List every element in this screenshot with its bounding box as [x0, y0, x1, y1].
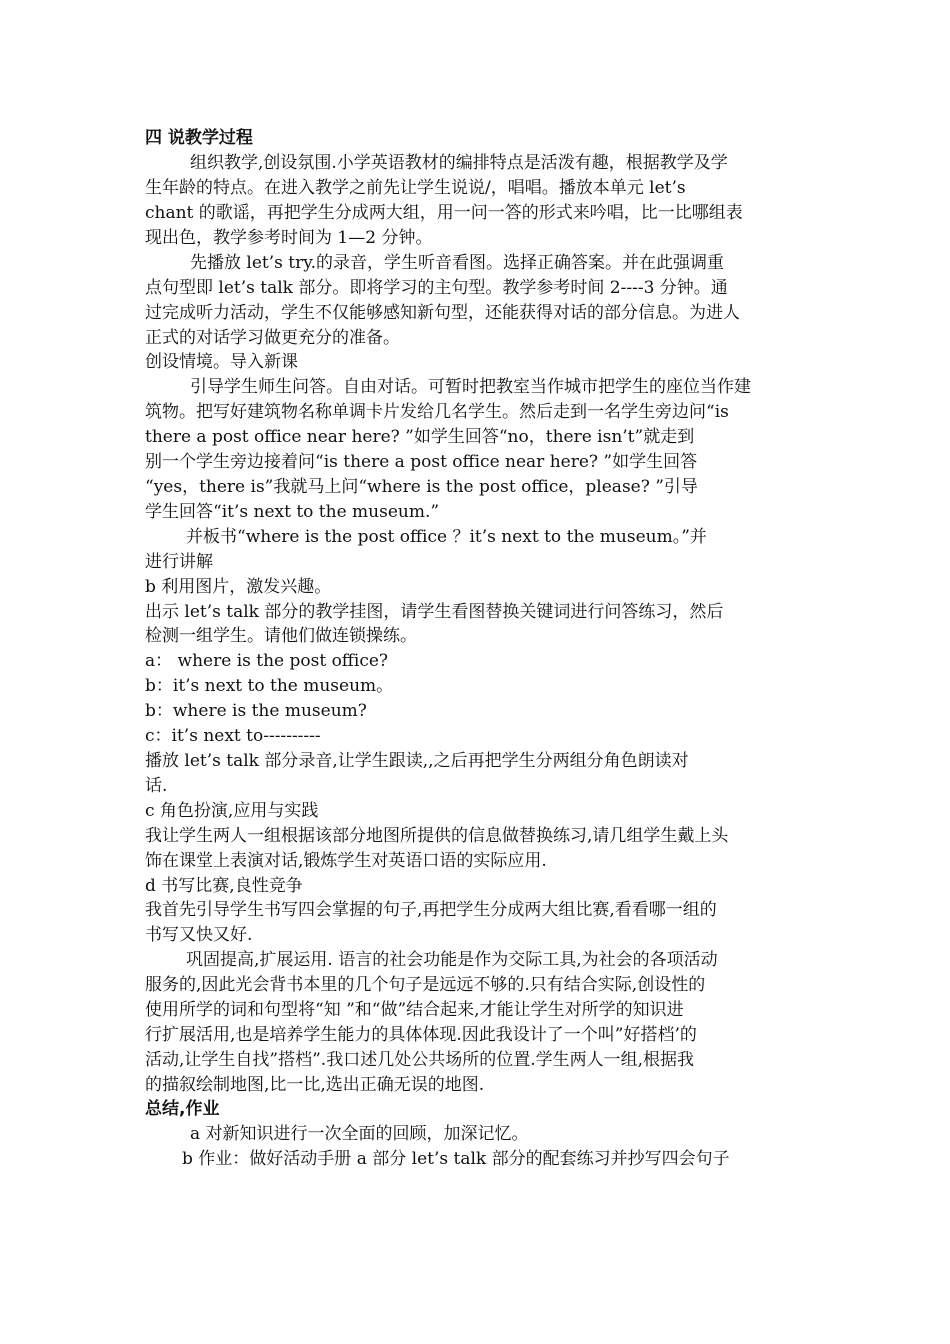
paragraph-line: 生年龄的特点。在进入教学之前先让学生说说/，唱唱。播放本单元 let’s	[145, 178, 686, 198]
subheading-line: c 角色扮演,应用与实践	[145, 801, 319, 821]
paragraph-line: 的描叙绘制地图,比一比,选出正确无误的地图.	[145, 1075, 485, 1095]
paragraph-line: 使用所学的词和句型将“知 ”和“做”结合起来,才能让学生对所学的知识进	[145, 1000, 684, 1020]
paragraph-line: 活动,让学生自找”搭档”.我口述几处公共场所的位置.学生两人一组,根据我	[145, 1050, 694, 1070]
paragraph-line: 饰在课堂上表演对话,锻炼学生对英语口语的实际应用.	[145, 851, 547, 871]
paragraph-line: 先播放 let’s try.的录音，学生听音看图。选择正确答案。并在此强调重	[190, 253, 724, 273]
paragraph-line: 巩固提高,扩展运用. 语言的社会功能是作为交际工具,为社会的各项活动	[186, 950, 718, 970]
paragraph-line: 点句型即 let’s talk 部分。即将学习的主句型。教学参考时间 2----3 分钟。通	[145, 278, 728, 298]
dialogue-line: c：it’s next to----------	[145, 726, 321, 746]
paragraph-line: 并板书“where is the post office ？it’s next to the museum。”并	[186, 527, 707, 547]
paragraph-line: 进行讲解	[145, 552, 213, 572]
paragraph-line: 别一个学生旁边接着问“is there a post office near here? ”如学生回答	[145, 452, 698, 472]
dialogue-line: b：it’s next to the museum。	[145, 676, 394, 696]
paragraph-line: 我让学生两人一组根据该部分地图所提供的信息做替换练习,请几组学生戴上头	[145, 826, 729, 846]
paragraph-line: chant 的歌谣，再把学生分成两大组，用一问一答的形式来吟唱，比一比哪组表	[145, 203, 743, 223]
paragraph-line: a 对新知识进行一次全面的回顾，加深记忆。	[190, 1124, 529, 1144]
paragraph-line: 行扩展活用,也是培养学生能力的具体体现.因此我设计了一个叫”好搭档’的	[145, 1025, 697, 1045]
paragraph-line: 播放 let’s talk 部分录音,让学生跟读,,之后再把学生分两组分角色朗读对	[145, 751, 689, 771]
paragraph-line: “yes，there is”我就马上问“where is the post office，please? ”引导	[145, 477, 698, 497]
paragraph-line: 出示 let’s talk 部分的教学挂图，请学生看图替换关键词进行问答练习，然后	[145, 602, 724, 622]
dialogue-line: a： where is the post office?	[145, 651, 389, 671]
paragraph-line: 服务的,因此光会背书本里的几个句子是远远不够的.只有结合实际,创设性的	[145, 975, 706, 995]
paragraph-line: there a post office near here? ”如学生回答“no，there isn’t”就走到	[145, 427, 695, 447]
section-heading: 四 说教学过程	[145, 128, 253, 148]
paragraph-line: 正式的对话学习做更充分的准备。	[145, 328, 400, 348]
subheading-line: 创设情境。导入新课	[145, 352, 298, 372]
paragraph-line: 过完成听力活动，学生不仅能够感知新句型，还能获得对话的部分信息。为进人	[145, 303, 740, 323]
paragraph-line: 书写又快又好.	[145, 925, 253, 945]
paragraph-line: 现出色，教学参考时间为 1—2 分钟。	[145, 228, 433, 248]
paragraph-line: 话.	[145, 776, 168, 796]
subheading-line: b 利用图片，激发兴趣。	[145, 577, 332, 597]
paragraph-line: 组织教学,创设氛围.小学英语教材的编排特点是活泼有趣，根据教学及学	[190, 153, 728, 173]
paragraph-line: 我首先引导学生书写四会掌握的句子,再把学生分成两大组比赛,看看哪一组的	[145, 900, 717, 920]
dialogue-line: b：where is the museum?	[145, 701, 367, 721]
paragraph-line: 检测一组学生。请他们做连锁操练。	[145, 626, 417, 646]
section-heading: 总结,作业	[145, 1099, 220, 1119]
paragraph-line: 筑物。把写好建筑物名称单调卡片发给几名学生。然后走到一名学生旁边问“is	[145, 402, 729, 422]
paragraph-line: b 作业：做好活动手册 a 部分 let’s talk 部分的配套练习并抄写四会句子	[182, 1149, 730, 1169]
subheading-line: d 书写比赛,良性竞争	[145, 876, 303, 896]
paragraph-line: 学生回答“it’s next to the museum.”	[145, 502, 440, 522]
paragraph-line: 引导学生师生问答。自由对话。可暂时把教室当作城市把学生的座位当作建	[190, 377, 751, 397]
